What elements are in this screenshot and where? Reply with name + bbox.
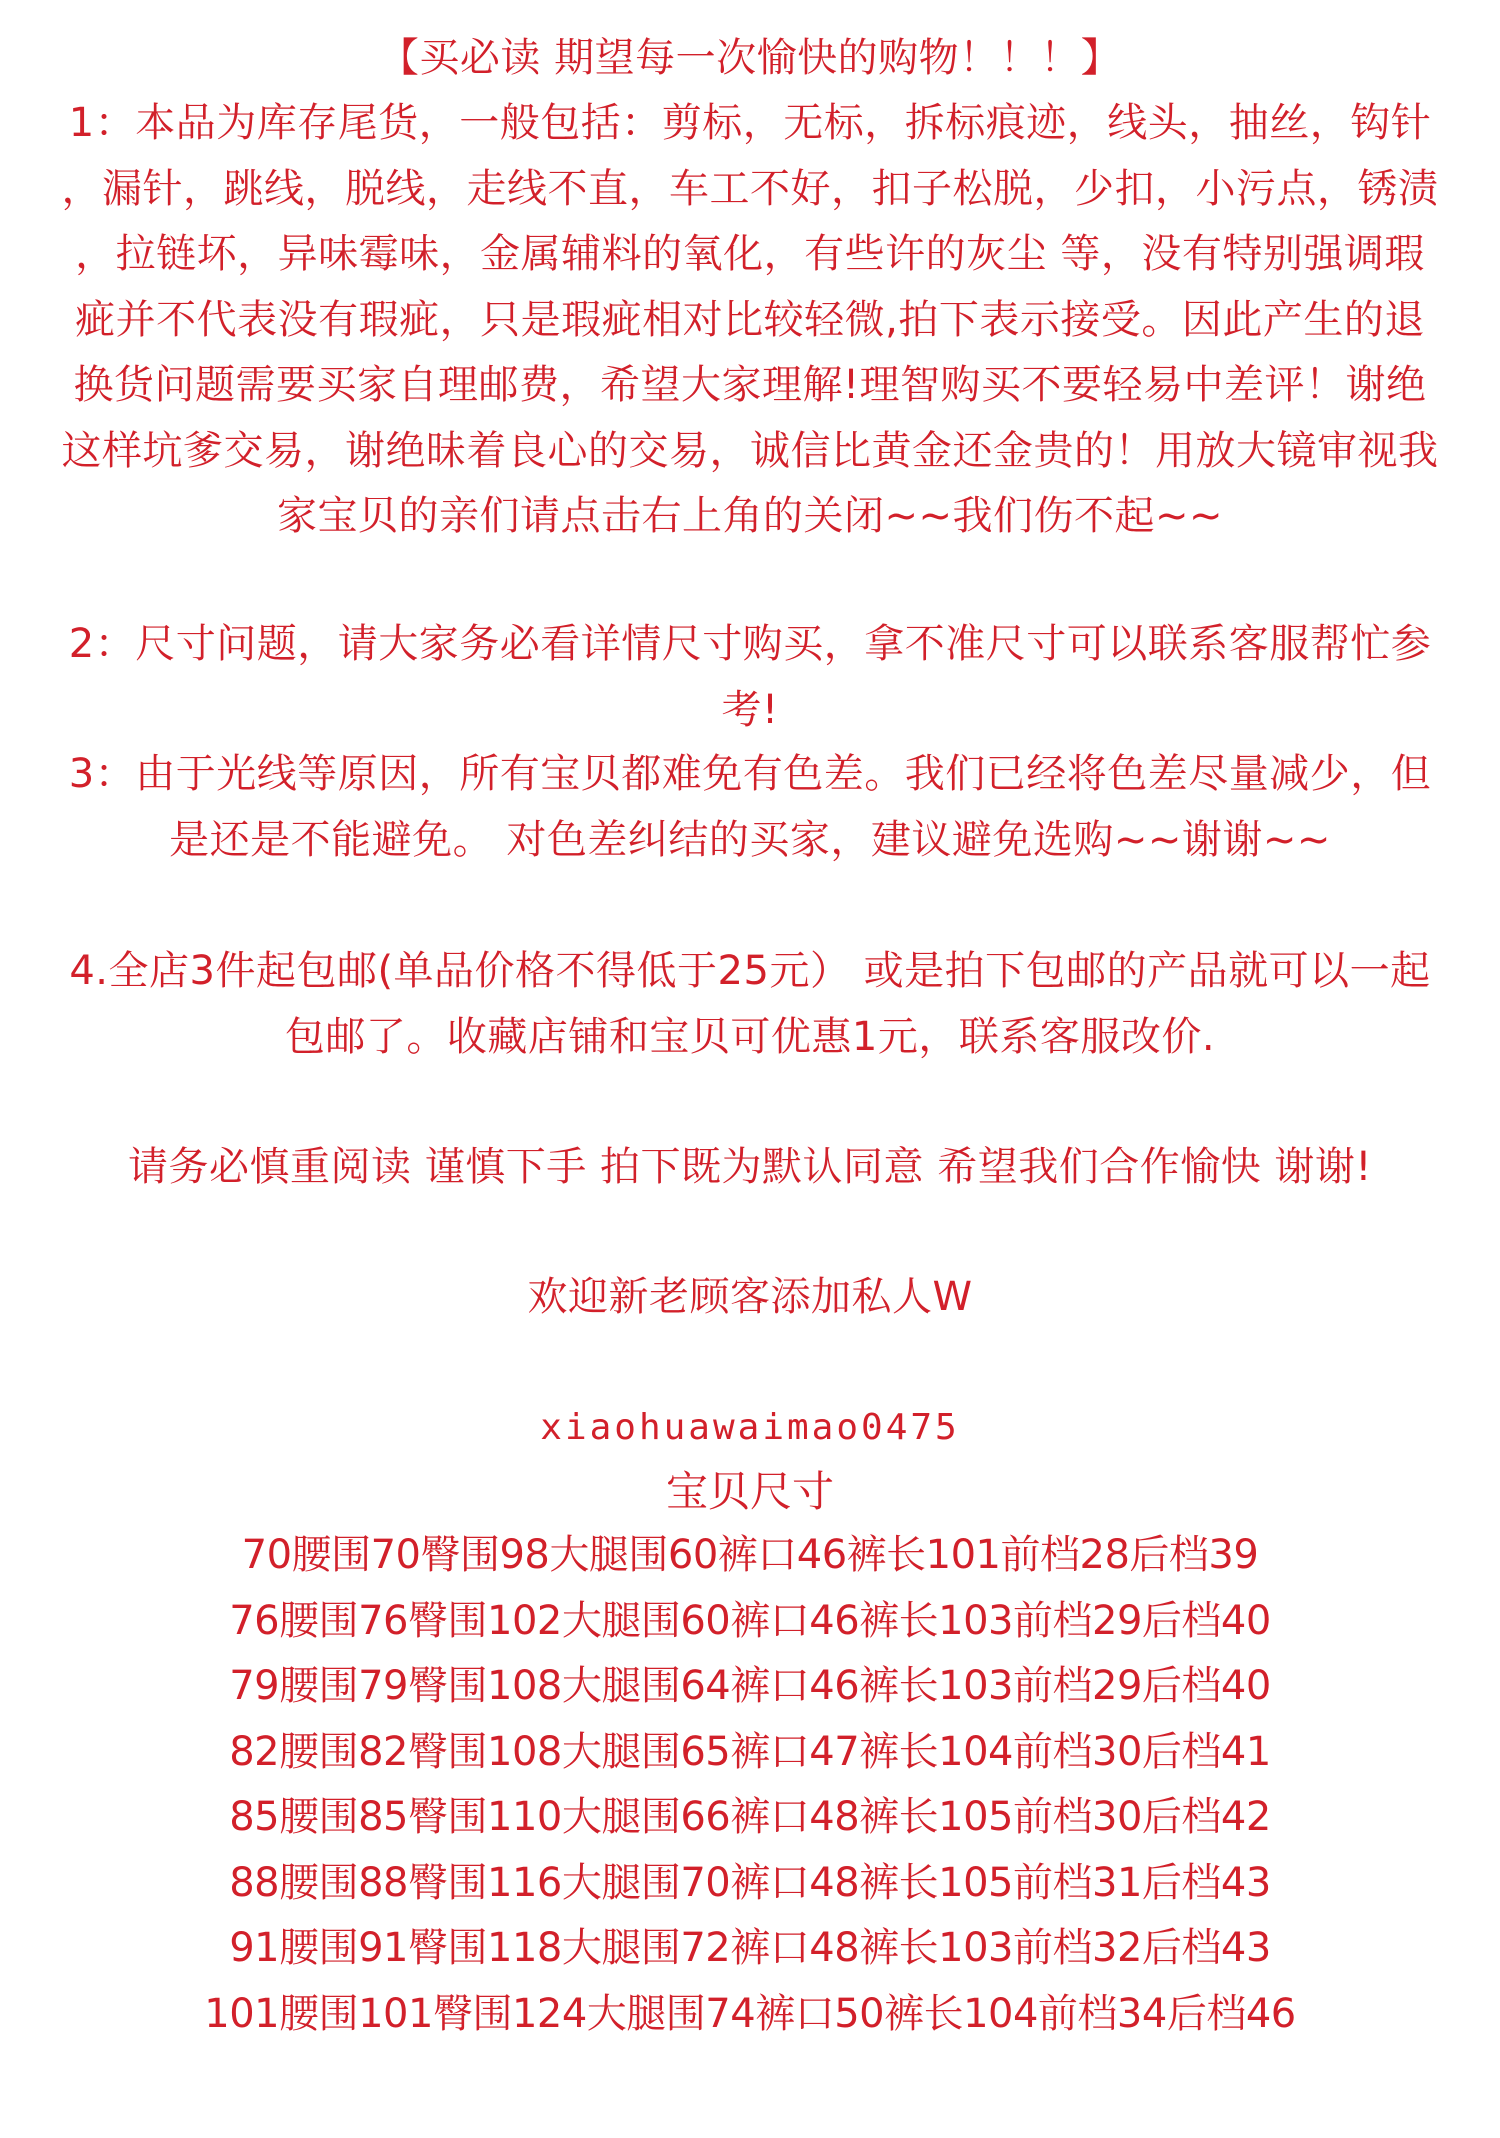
notice-line: 是还是不能避免。 对色差纠结的买家，建议避免选购~~谢谢~~ xyxy=(169,816,1331,863)
notice-item-stock-defects xyxy=(0,91,1500,550)
read-carefully-reminder xyxy=(0,1135,1500,1201)
reminder-text: 请务必慎重阅读 谨慎下手 拍下既为默认同意 希望我们合作愉快 谢谢! xyxy=(128,1144,1372,1190)
notice-title-text: 【买必读 期望每一次愉快的购物！！！】 xyxy=(378,35,1122,81)
size-section-heading: 宝贝尺寸 xyxy=(665,1467,834,1516)
wechat-invite xyxy=(0,1265,1500,1331)
notice-line: 1：本品为库存尾货，一般包括：剪标，无标，拆标痕迹，线头，抽丝，钩针 xyxy=(68,100,1432,146)
notice-line: 换货问题需要买家自理邮费，希望大家理解!理智购买不要轻易中差评！谢绝 xyxy=(73,362,1427,408)
notice-line: 3：由于光线等原因，所有宝贝都难免有色差。我们已经将色差尽量减少，但 xyxy=(68,751,1432,797)
wechat-id: xiaohuawaimao0475 xyxy=(540,1407,960,1448)
size-row: 85腰围85臀围110大腿围66裤口48裤长105前档30后档42 xyxy=(229,1794,1271,1840)
wechat-invite-text: 欢迎新老顾客添加私人W xyxy=(527,1274,973,1320)
notice-line: 家宝贝的亲们请点击右上角的关闭~~我们伤不起~~ xyxy=(276,493,1224,539)
size-table xyxy=(0,1523,1500,2047)
size-row: 91腰围91臀围118大腿围72裤口48裤长103前档32后档43 xyxy=(229,1925,1271,1971)
notice-item-size xyxy=(0,612,1500,743)
notice-line: 考! xyxy=(721,686,779,733)
notice-item-color-difference xyxy=(0,742,1500,873)
notice-line: 这样坑爹交易，谢绝昧着良心的交易，诚信比黄金还金贵的！用放大镜审视我 xyxy=(61,427,1439,474)
size-row: 76腰围76臀围102大腿围60裤口46裤长103前档29后档40 xyxy=(229,1597,1271,1644)
notice-line: ，漏针，跳线，脱线，走线不直，车工不好，扣子松脱，少扣，小污点，锈渍 xyxy=(61,165,1439,212)
notice-line: 包邮了。收藏店铺和宝贝可优惠1元，联系客服改价. xyxy=(284,1013,1216,1060)
size-row: 82腰围82臀围108大腿围65裤口47裤长104前档30后档41 xyxy=(229,1728,1271,1775)
notice-title xyxy=(0,26,1500,92)
size-row: 101腰围101臀围124大腿围74裤口50裤长104前档34后档46 xyxy=(204,1990,1296,2037)
notice-line: ，拉链坏，异味霉味，金属辅料的氧化，有些许的灰尘 等，没有特别强调瑕 xyxy=(75,231,1425,277)
notice-line: 4.全店3件起包邮(单品价格不得低于25元） 或是拍下包邮的产品就可以一起 xyxy=(69,948,1431,994)
notice-line: 2：尺寸问题，请大家务必看详情尺寸购买，拿不准尺寸可以联系客服帮忙参 xyxy=(68,621,1432,667)
notice-item-free-shipping xyxy=(0,939,1500,1070)
notice-line: 疵并不代表没有瑕疵，只是瑕疵相对比较轻微,拍下表示接受。因此产生的退 xyxy=(75,296,1425,343)
size-row: 88腰围88臀围116大腿围70裤口48裤长105前档31后档43 xyxy=(229,1859,1271,1906)
size-row: 70腰围70臀围98大腿围60裤口46裤长101前档28后档39 xyxy=(241,1532,1259,1578)
size-row: 79腰围79臀围108大腿围64裤口46裤长103前档29后档40 xyxy=(229,1663,1271,1709)
